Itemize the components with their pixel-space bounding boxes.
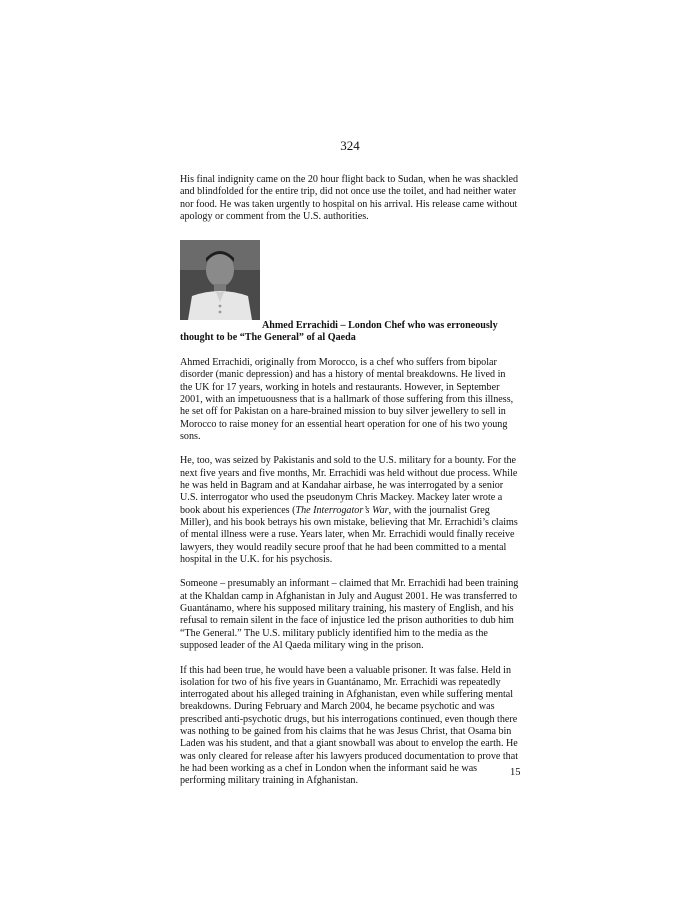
page-header-number: 324 [340, 138, 360, 153]
paragraph-seizure [180, 455, 520, 566]
paragraph-flight: His final indignity came on the 20 hour flight back to Sudan, when he was shackled and blindfolded for the entire trip, did not once use the toilet, and had neither water nor food. He was taken urgently to hospital on his arrival. His release came without apology or comment from the U.S. authorities. [180, 174, 519, 222]
paragraph-interrogation: If this had been true, he would have been a valuable prisoner. It was false. Held in isolation for two of his five years in Guantánamo, Mr. Errachidi was repeatedly interrogated about his alleged training in Afghanistan, even while suffering mental breakdowns. During February and March 2004, he became psychotic and was prescribed anti-psychotic drugs, but his interrogations continued, even though there was nothing to be gained from his claims that he was Jesus Christ, that Osama bin Laden was his student, and that a giant snowball was about to envelop the earth. He was only cleared for release after his lawyers produced documentation to prove that he had been working as a chef in London when the informant said he was performing military training in Afghanistan. [180, 664, 519, 787]
book-title: The Interrogator’s War [295, 504, 389, 516]
paragraph-background: Ahmed Errachidi, originally from Morocco, is a chef who suffers from bipolar disorder (manic depression) and has a history of mental breakdowns. He lived in the UK for 17 years, working in hotels and restaurants. However, in September 2001, with an impetuousness that is a hallmark of those suffering from this illness, he set off for Pakistan on a hare-brained mission to buy silver jewellery to sell in Morocco to raise money for an essential heart operation for one of his two young sons. [180, 357, 514, 442]
paragraph-seizure-part2: , with the journalist Greg Miller), and his book betrays his own mistake, believing that Mr. Errachidi’s claims of mental illness were a ruse. Years later, when Mr. Errachidi would finally receive lawyers, they would readily secure proof that he had been committed to a mental hospital in the U.K. for his psychosis. [180, 504, 518, 565]
photo-caption [180, 320, 520, 345]
portrait-image [180, 240, 260, 320]
page-footer-number: 15 [510, 767, 521, 778]
portrait-photo [180, 240, 260, 320]
document-body [180, 174, 520, 800]
paragraph-seizure-part1: He, too, was seized by Pakistanis and sold to the U.S. military for a bounty. For the next five years and five months, Mr. Errachidi was held without due process. While he was held in Bagram and at Kandahar airbase, he was interrogated by a senior U.S. interrogator who used the pseudonym Chris Mackey. Mackey later wrote a book about his experiences ( [180, 455, 518, 516]
caption-text: Ahmed Errachidi – London Chef who was erroneously thought to be “The General” of al Qaeda [180, 320, 498, 344]
photo-block [180, 240, 520, 320]
paragraph-informant: Someone – presumably an informant – claimed that Mr. Errachidi had been training at the Khaldan camp in Afghanistan in July and August 2001. He was transferred to Guantánamo, where his supposed military training, his mastery of English, and his refusal to remain silent in the face of injustice led the prison authorities to dub him “The General.” The U.S. military publicly identified him to the media as the supposed leader of the Al Qaeda military wing in the prison. [180, 578, 519, 651]
